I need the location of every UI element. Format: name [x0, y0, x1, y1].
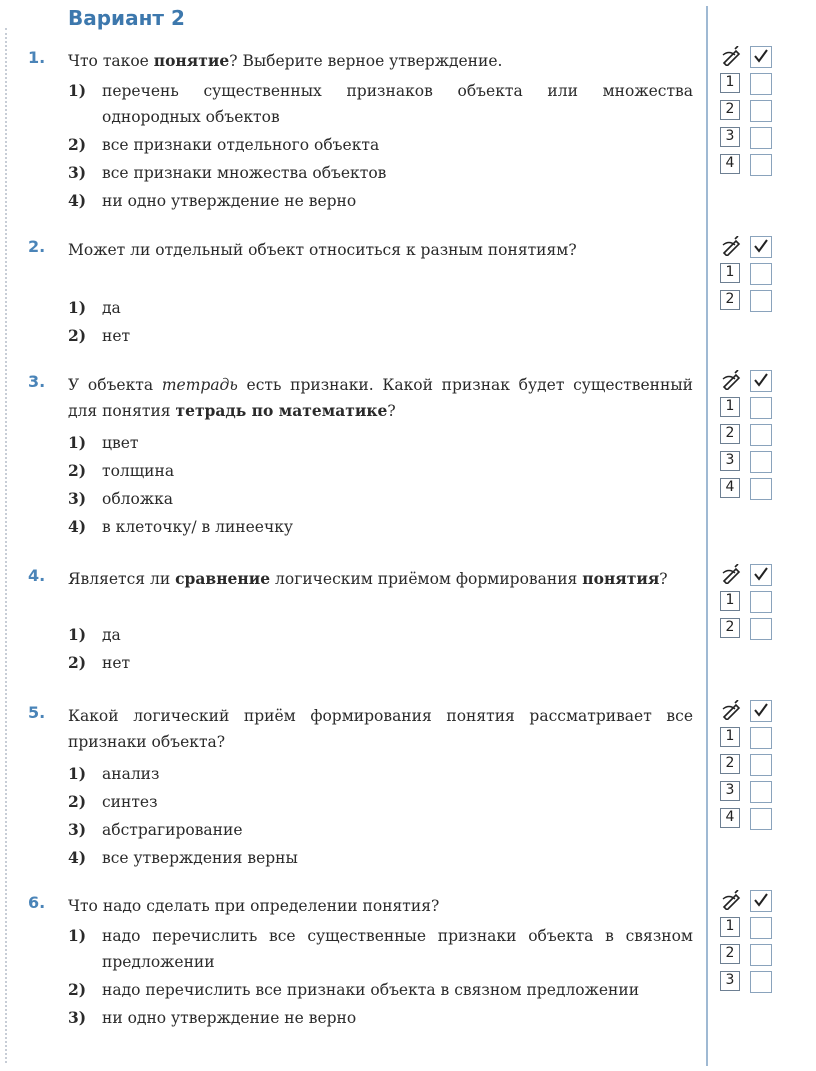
check-header-box: [750, 564, 772, 586]
grid-option-row: [720, 806, 780, 833]
question-text: Может ли отдельный объект относиться к разным понятиям?: [68, 241, 577, 259]
pencil-icon: [721, 46, 743, 66]
answer-option: 2) надо перечислить все признаки объекта в связном предложении: [68, 980, 640, 999]
option-label: 4: [720, 478, 740, 498]
check-header-box: [750, 890, 772, 912]
grid-header: [720, 44, 780, 71]
answer-grid-1: [720, 44, 780, 179]
answer-checkbox[interactable]: [750, 971, 772, 993]
question-text: Что надо сделать при определении понятия?: [68, 897, 440, 915]
answer-option: 2) нет: [68, 326, 131, 345]
grid-option-row: [720, 942, 780, 969]
answer-option: 2) толщина: [68, 461, 175, 480]
grid-header: [720, 368, 780, 395]
checkmark-icon: [753, 48, 769, 64]
option-label: 2: [720, 100, 740, 120]
checkmark-icon: [753, 892, 769, 908]
question-number: 1.: [28, 48, 46, 67]
option-label: 3: [720, 781, 740, 801]
option-label: 1: [720, 73, 740, 93]
answer-checkbox[interactable]: [750, 917, 772, 939]
question-number: 6.: [28, 893, 46, 912]
left-dotted-margin: [5, 28, 7, 1063]
answer-checkbox[interactable]: [750, 451, 772, 473]
grid-option-row: [720, 261, 780, 288]
option-label: 3: [720, 127, 740, 147]
grid-option-row: [720, 725, 780, 752]
answer-checkbox[interactable]: [750, 727, 772, 749]
answer-checkbox[interactable]: [750, 397, 772, 419]
grid-header: [720, 888, 780, 915]
answer-column-divider: [706, 6, 708, 1066]
check-header-box: [750, 700, 772, 722]
answer-checkbox[interactable]: [750, 127, 772, 149]
option-label: 3: [720, 451, 740, 471]
grid-option-row: [720, 152, 780, 179]
grid-header: [720, 562, 780, 589]
question-text: Что такое понятие? Выберите верное утверждение.: [68, 51, 503, 70]
grid-option-row: [720, 476, 780, 503]
answer-option: 1) перечень существенных признаков объекта или множества однородных объектов: [68, 81, 693, 126]
grid-option-row: [720, 969, 780, 996]
pencil-icon: [721, 890, 743, 910]
answer-checkbox[interactable]: [750, 290, 772, 312]
grid-option-row: [720, 915, 780, 942]
answer-grid-2: [720, 234, 780, 315]
answer-list: [68, 295, 693, 351]
grid-option-row: [720, 779, 780, 806]
answer-list: [68, 622, 693, 678]
question-number: 2.: [28, 237, 46, 256]
grid-option-row: [720, 752, 780, 779]
answer-checkbox[interactable]: [750, 263, 772, 285]
question-text: У объекта тетрадь есть признаки. Какой признак будет существенный для понятия тетрадь по математике?: [68, 376, 693, 420]
answer-checkbox[interactable]: [750, 100, 772, 122]
option-label: 2: [720, 618, 740, 638]
answer-checkbox[interactable]: [750, 478, 772, 500]
answer-grid-5: [720, 698, 780, 833]
answer-checkbox[interactable]: [750, 944, 772, 966]
question-number: 3.: [28, 372, 46, 391]
answer-grid-4: [720, 562, 780, 643]
answer-checkbox[interactable]: [750, 591, 772, 613]
answer-option: 1) надо перечислить все существенные признаки объекта в связном предложении: [68, 926, 693, 971]
answer-list: [68, 430, 693, 542]
grid-option-row: [720, 98, 780, 125]
option-label: 1: [720, 263, 740, 283]
answer-grid-3: [720, 368, 780, 503]
pencil-icon: [721, 564, 743, 584]
question-text: Является ли сравнение логическим приёмом формирования понятия?: [68, 569, 668, 588]
option-label: 2: [720, 754, 740, 774]
answer-checkbox[interactable]: [750, 154, 772, 176]
grid-option-row: [720, 589, 780, 616]
grid-option-row: [720, 125, 780, 152]
checkmark-icon: [753, 372, 769, 388]
answer-option: 4) ни одно утверждение не верно: [68, 191, 357, 210]
grid-header: [720, 234, 780, 261]
answer-option: 3) обложка: [68, 489, 174, 508]
answer-option: 2) все признаки отдельного объекта: [68, 135, 380, 154]
answer-option: 2) синтез: [68, 792, 158, 811]
option-label: 3: [720, 971, 740, 991]
answer-checkbox[interactable]: [750, 618, 772, 640]
grid-header: [720, 698, 780, 725]
pencil-icon: [721, 370, 743, 390]
answer-option: 1) анализ: [68, 764, 160, 783]
answer-option: 4) все утверждения верны: [68, 848, 298, 867]
option-label: 2: [720, 424, 740, 444]
answer-grid-6: [720, 888, 780, 996]
grid-option-row: [720, 395, 780, 422]
check-header-box: [750, 46, 772, 68]
question-number: 5.: [28, 703, 46, 722]
answer-list: [68, 761, 693, 873]
answer-list: [68, 78, 693, 216]
pencil-icon: [721, 236, 743, 256]
pencil-icon: [721, 700, 743, 720]
question-number: 4.: [28, 566, 46, 585]
option-label: 4: [720, 808, 740, 828]
option-label: 1: [720, 397, 740, 417]
option-label: 1: [720, 727, 740, 747]
variant-title: Вариант 2: [68, 6, 185, 30]
checkmark-icon: [753, 702, 769, 718]
answer-option: 3) все признаки множества объектов: [68, 163, 387, 182]
answer-option: 1) да: [68, 625, 121, 644]
grid-option-row: [720, 422, 780, 449]
option-label: 1: [720, 591, 740, 611]
answer-checkbox[interactable]: [750, 424, 772, 446]
grid-option-row: [720, 71, 780, 98]
option-label: 1: [720, 917, 740, 937]
answer-option: 3) ни одно утверждение не верно: [68, 1008, 357, 1027]
check-header-box: [750, 370, 772, 392]
answer-checkbox[interactable]: [750, 73, 772, 95]
check-header-box: [750, 236, 772, 258]
question-text: Какой логический приём формирования понятия рассматривает все признаки объекта?: [68, 707, 693, 751]
answer-checkbox[interactable]: [750, 754, 772, 776]
option-label: 4: [720, 154, 740, 174]
answer-checkbox[interactable]: [750, 781, 772, 803]
option-label: 2: [720, 944, 740, 964]
answer-option: 2) нет: [68, 653, 131, 672]
answer-checkbox[interactable]: [750, 808, 772, 830]
answer-option: 4) в клеточку/ в линеечку: [68, 517, 294, 536]
grid-option-row: [720, 616, 780, 643]
answer-option: 3) абстрагирование: [68, 820, 243, 839]
checkmark-icon: [753, 566, 769, 582]
option-label: 2: [720, 290, 740, 310]
grid-option-row: [720, 288, 780, 315]
checkmark-icon: [753, 238, 769, 254]
answer-list: [68, 923, 693, 1033]
answer-option: 1) цвет: [68, 433, 139, 452]
answer-option: 1) да: [68, 298, 121, 317]
grid-option-row: [720, 449, 780, 476]
